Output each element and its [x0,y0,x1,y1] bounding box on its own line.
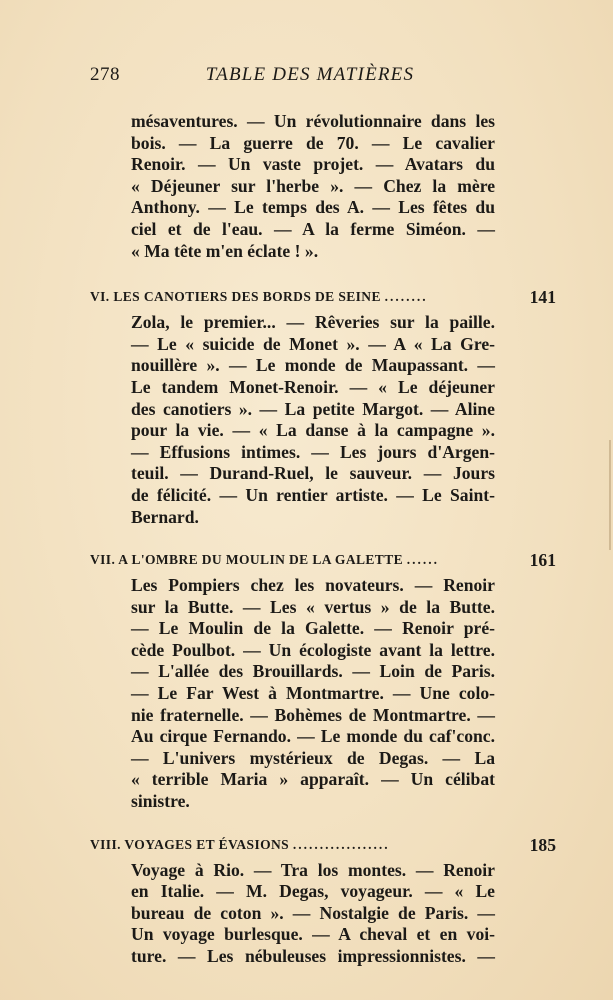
summary-line: ture. — Les nébuleuses impressionnistes. — [131,946,495,966]
summary-line: sinistre. [131,791,190,812]
chapter-heading [90,835,556,857]
summary-line: Un voyage burlesque. — A cheval et en voi- [131,924,495,945]
table-of-contents [90,111,556,968]
chapter-summary [131,312,495,528]
summary-line: — L'allée des Brouillards. — Loin de Paris. [131,661,495,682]
chapter-summary-continued [131,111,495,262]
chapter-page-number: 185 [529,834,556,855]
page-number: 278 [90,64,120,85]
leader-dots: ........ [384,289,428,305]
chapter-summary [131,575,495,813]
summary-line: bureau de coton ». — Nostalgie de Paris. — [131,902,495,923]
summary-line: — L'univers mystérieux de Degas. — La [131,747,495,768]
chapter-title: VII. A L'OMBRE DU MOULIN DE LA GALETTE [90,552,404,568]
chapter-page-number: 141 [529,287,556,308]
chapter-title-line [90,552,439,568]
page-header [90,64,530,94]
summary-line: « Ma tête m'en éclate ! ». [131,240,319,261]
summary-line: Anthony. — Le temps des A. — Les fêtes du [131,197,495,218]
running-title: TABLE DES MATIÈRES [205,64,415,85]
summary-line: — Le Moulin de la Galette. — Renoir pré- [131,618,495,639]
chapter-page-number: 161 [529,550,556,571]
summary-line: nouillère ». — Le monde de Maupassant. — [131,355,495,376]
summary-line: bois. — La guerre de 70. — Le cavalier [131,132,495,153]
summary-line: Bernard. [131,506,199,527]
chapter-title-line [90,837,390,853]
summary-line: sur la Butte. — Les « vertus » de la Butte. [131,596,495,617]
summary-line: — Effusions intimes. — Les jours d'Argen- [131,441,495,462]
chapter-entry [90,835,556,968]
summary-line: teuil. — Durand-Ruel, le sauveur. — Jours [131,463,495,484]
chapter-heading [90,287,556,309]
summary-line: mésaventures. — Un révolutionnaire dans les [131,111,495,131]
chapter-heading [90,550,556,572]
summary-line: Zola, le premier... — Rêveries sur la paille. [131,312,495,333]
leader-dots: .................. [292,836,390,852]
page-edge-mark [609,440,611,550]
chapter-title-line [90,289,428,305]
chapter-title: VIII. VOYAGES ET ÉVASIONS [90,836,290,852]
summary-line: « terrible Maria » apparaît. — Un célibat [131,769,495,790]
summary-line: des canotiers ». — La petite Margot. — Aline [131,398,495,419]
summary-line: de félicité. — Un rentier artiste. — Le Saint- [131,484,495,505]
summary-line: Au cirque Fernando. — Le monde du caf'conc. [131,726,495,747]
leader-dots: ...... [406,552,440,568]
summary-line: « Déjeuner sur l'herbe ». — Chez la mère [131,175,495,196]
summary-line: — Le « suicide de Monet ». — A « La Gre- [131,333,495,354]
chapter-entry [90,550,556,813]
summary-line: Renoir. — Un vaste projet. — Avatars du [131,154,495,175]
summary-line: ciel et de l'eau. — A la ferme Siméon. — [131,218,495,239]
summary-line: nie fraternelle. — Bohèmes de Montmartre. — [131,704,495,725]
summary-line: Voyage à Rio. — Tra los montes. — Renoir [131,859,495,880]
summary-line: pour la vie. — « La danse à la campagne ». [131,420,495,441]
summary-line: cède Poulbot. — Un écologiste avant la lettre. [131,639,495,660]
summary-line: en Italie. — M. Degas, voyageur. — « Le [131,881,495,902]
chapter-entry [90,287,556,528]
chapter-summary [131,860,495,968]
summary-line: Les Pompiers chez les novateurs. — Renoir [131,575,495,596]
chapter-title: VI. LES CANOTIERS DES BORDS DE SEINE [90,289,381,305]
summary-line: — Le Far West à Montmartre. — Une colo- [131,683,495,704]
summary-line: Le tandem Monet-Renoir. — « Le déjeuner [131,376,495,397]
